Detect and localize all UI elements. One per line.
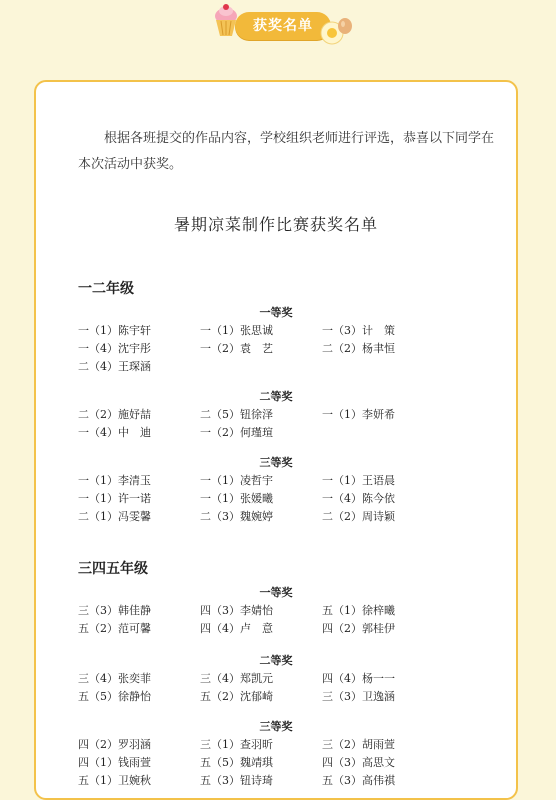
winner-name: 二（2）杨聿恒	[322, 342, 395, 355]
winner-name: 四（1）钱雨萱	[78, 756, 151, 769]
winner-row	[78, 736, 498, 754]
winner-name: 一（1）王语晨	[322, 474, 395, 487]
winner-name: 一（1）许一诺	[78, 492, 151, 505]
winner-name: 一（4）中 迪	[78, 426, 151, 439]
prize-heading: 二等奖	[259, 390, 293, 403]
winner-name: 五（2）沈郁崎	[200, 690, 273, 703]
prize-heading: 三等奖	[259, 456, 293, 469]
winner-row	[78, 340, 498, 358]
winner-row	[78, 358, 498, 376]
award-card	[34, 80, 518, 800]
winner-row	[78, 406, 498, 424]
winner-name: 四（2）罗羽涵	[78, 738, 151, 751]
winner-name: 二（4）王琛涵	[78, 360, 151, 373]
document-title: 暑期凉菜制作比赛获奖名单	[173, 215, 378, 234]
winner-name: 二（2）施妤喆	[78, 408, 151, 421]
winner-name: 五（1）徐梓曦	[322, 604, 395, 617]
winner-name: 一（1）张思诚	[200, 324, 273, 337]
winner-name: 五（3）高伟祺	[322, 774, 395, 787]
prize-heading: 一等奖	[259, 306, 293, 319]
winner-row	[78, 424, 498, 442]
winner-name: 一（2）袁 艺	[200, 342, 273, 355]
winner-name: 五（5）徐静怡	[78, 690, 151, 703]
winner-name: 二（2）周诗颖	[322, 510, 395, 523]
winner-name: 三（3）卫逸涵	[322, 690, 395, 703]
cupcake-icon	[212, 4, 240, 38]
winner-name: 一（1）凌哲宇	[200, 474, 273, 487]
winner-name: 一（4）陈今依	[322, 492, 395, 505]
winner-name: 三（4）郑凯元	[200, 672, 273, 685]
prize-heading: 一等奖	[259, 586, 293, 599]
grade-heading: 三四五年级	[78, 561, 148, 577]
winner-row	[78, 472, 498, 490]
prize-heading: 三等奖	[259, 720, 293, 733]
winner-name: 五（5）魏靖琪	[200, 756, 273, 769]
winner-name: 四（3）李婧怡	[200, 604, 273, 617]
winner-name: 一（3）计 策	[322, 324, 395, 337]
winner-name: 四（4）卢 意	[200, 622, 273, 635]
egg-icon	[318, 16, 354, 46]
prize-heading: 二等奖	[259, 654, 293, 667]
winner-name: 五（2）范可馨	[78, 622, 151, 635]
winner-name: 四（3）高思文	[322, 756, 395, 769]
winner-row	[78, 602, 498, 620]
title-pill	[235, 12, 331, 40]
winner-name: 二（3）魏婉婷	[200, 510, 273, 523]
winner-name: 二（5）钮徐泽	[200, 408, 273, 421]
winner-name: 四（4）杨一一	[322, 672, 395, 685]
winner-name: 四（2）郭桂伊	[322, 622, 395, 635]
winner-row	[78, 490, 498, 508]
winner-name: 三（2）胡雨萱	[322, 738, 395, 751]
winner-row	[78, 322, 498, 340]
winner-name: 二（1）冯雯馨	[78, 510, 151, 523]
winner-name: 三（3）韩佳静	[78, 604, 151, 617]
winner-row	[78, 620, 498, 638]
winner-name: 五（3）钮诗琦	[200, 774, 273, 787]
banner-title: 获奖名单	[253, 18, 313, 34]
winner-name: 一（1）张媛曦	[200, 492, 273, 505]
winner-name: 一（1）李妍希	[322, 408, 395, 421]
winner-row	[78, 772, 498, 790]
winner-name: 一（1）陈宇轩	[78, 324, 151, 337]
winner-name: 五（1）卫婉秋	[78, 774, 151, 787]
grade-heading: 一二年级	[78, 281, 134, 297]
winner-name: 一（2）何瑾瑄	[200, 426, 273, 439]
winner-row	[78, 688, 498, 706]
winner-name: 一（1）李清玉	[78, 474, 151, 487]
winner-name: 一（4）沈宇彤	[78, 342, 151, 355]
header-banner	[212, 4, 352, 44]
winner-row	[78, 670, 498, 688]
winner-name: 三（1）查羽昕	[200, 738, 273, 751]
intro-text: 根据各班提交的作品内容，学校组织老师进行评选，恭喜以下同学在本次活动中获奖。	[78, 131, 495, 172]
winner-row	[78, 754, 498, 772]
winner-name: 三（4）张奕菲	[78, 672, 151, 685]
winner-row	[78, 508, 498, 526]
